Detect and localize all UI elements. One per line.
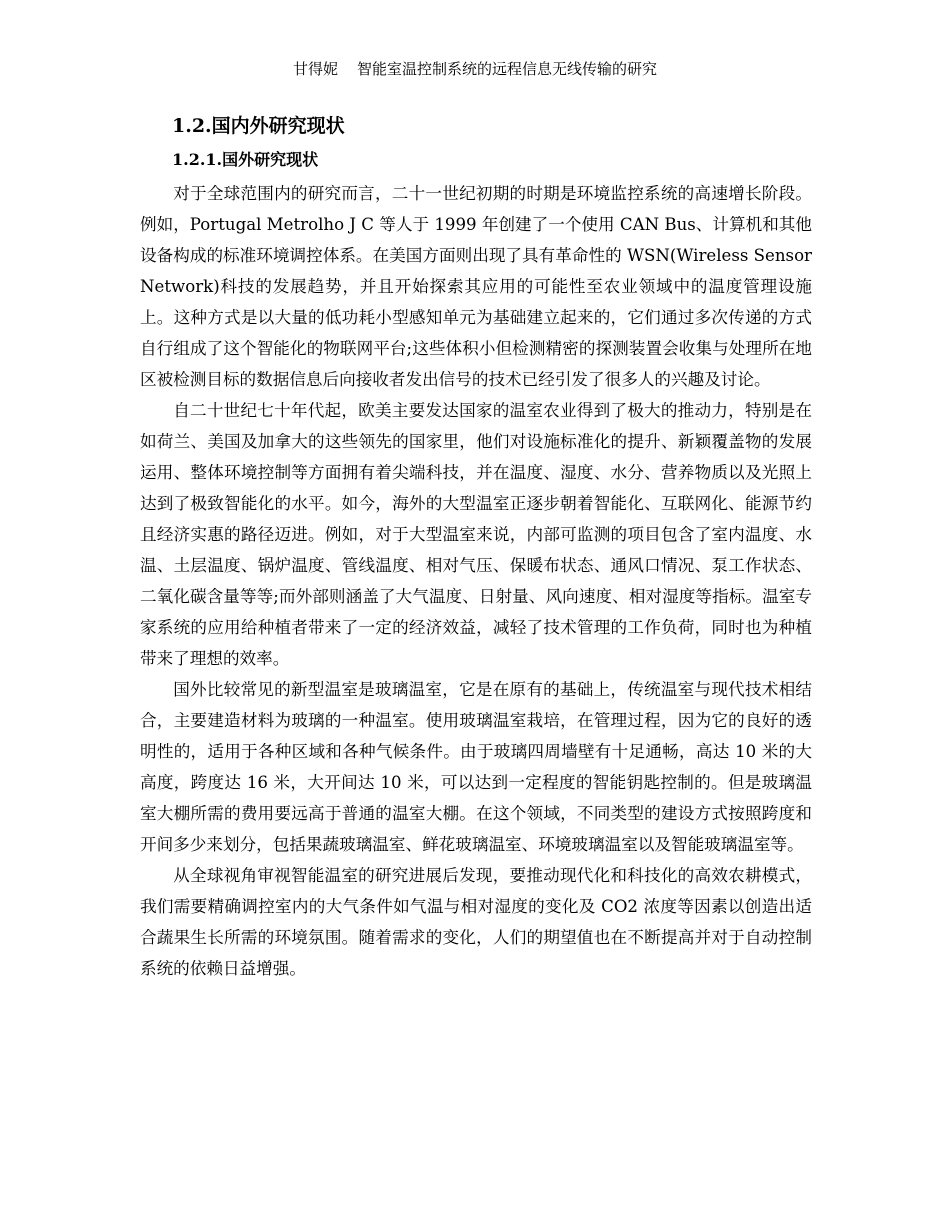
section-heading: 1.2.国内外研究现状 (172, 115, 345, 137)
paragraph-2: 自二十世纪七十年代起，欧美主要发达国家的温室农业得到了极大的推动力，特别是在如荷兰、美国及加拿大的这些领先的国家里，他们对设施标准化的提升、新颖覆盖物的发展运用、整体环境控制等方面拥有着尖端科技，并在温度、湿度、水分、营养物质以及光照上达到了极致智能化的水平。如今，海外的大型温室正逐步朝着智能化、互联网化、能源节约且经济实惠的路径迈进。例如，对于大型温室来说，内部可监测的项目包含了室内温度、水温、土层温度、锅炉温度、管线温度、相对气压、保暖布状态、通风口情况、泵工作状态、二氧化碳含量等等;而外部则涵盖了大气温度、日射量、风向速度、相对湿度等指标。温室专家系统的应用给种植者带来了一定的经济效益，减轻了技术管理的工作负荷，同时也为种植带来了理想的效率。 (140, 401, 812, 668)
body-text (140, 178, 812, 984)
paragraph-3: 国外比较常见的新型温室是玻璃温室，它是在原有的基础上，传统温室与现代技术相结合，主要建造材料为玻璃的一种温室。使用玻璃温室栽培，在管理过程，因为它的良好的透明性的，适用于各种区域和各种气候条件。由于玻璃四周墙壁有十足通畅，高达 10 米的大高度，跨度达 16 米，大开间达 10 米，可以达到一定程度的智能钥匙控制的。但是玻璃温室大棚所需的费用要远高于普通的温室大棚。在这个领域，不同类型的建设方式按照跨度和开间多少来划分，包括果蔬玻璃温室、鲜花玻璃温室、环境玻璃温室以及智能玻璃温室等。 (140, 680, 812, 854)
paragraph-1: 对于全球范围内的研究而言，二十一世纪初期的时期是环境监控系统的高速增长阶段。例如，Portugal Metrolho J C 等人于 1999 年创建了一个使用 CAN Bus、计算机和其他设备构成的标准环境调控体系。在美国方面则出现了具有革命性的 WSN(Wireless Sensor Network)科技的发展趋势，并且开始探索其应用的可能性至农业领域中的温度管理设施上。这种方式是以大量的低功耗小型感知单元为基础建立起来的，它们通过多次传递的方式自行组成了这个智能化的物联网平台;这些体积小但检测精密的探测装置会收集与处理所在地区被检测目标的数据信息后向接收者发出信号的技术已经引发了很多人的兴趣及讨论。 (140, 184, 812, 389)
subsection-heading: 1.2.1.国外研究现状 (172, 150, 319, 169)
running-header: 甘得妮 智能室温控制系统的远程信息无线传输的研究 (292, 60, 658, 78)
paragraph-4: 从全球视角审视智能温室的研究进展后发现，要推动现代化和科技化的高效农耕模式，我们需要精确调控室内的大气条件如气温与相对湿度的变化及 CO2 浓度等因素以创造出适合蔬果生长所需的环境氛围。随着需求的变化，人们的期望值也在不断提高并对于自动控制系统的依赖日益增强。 (140, 866, 812, 978)
